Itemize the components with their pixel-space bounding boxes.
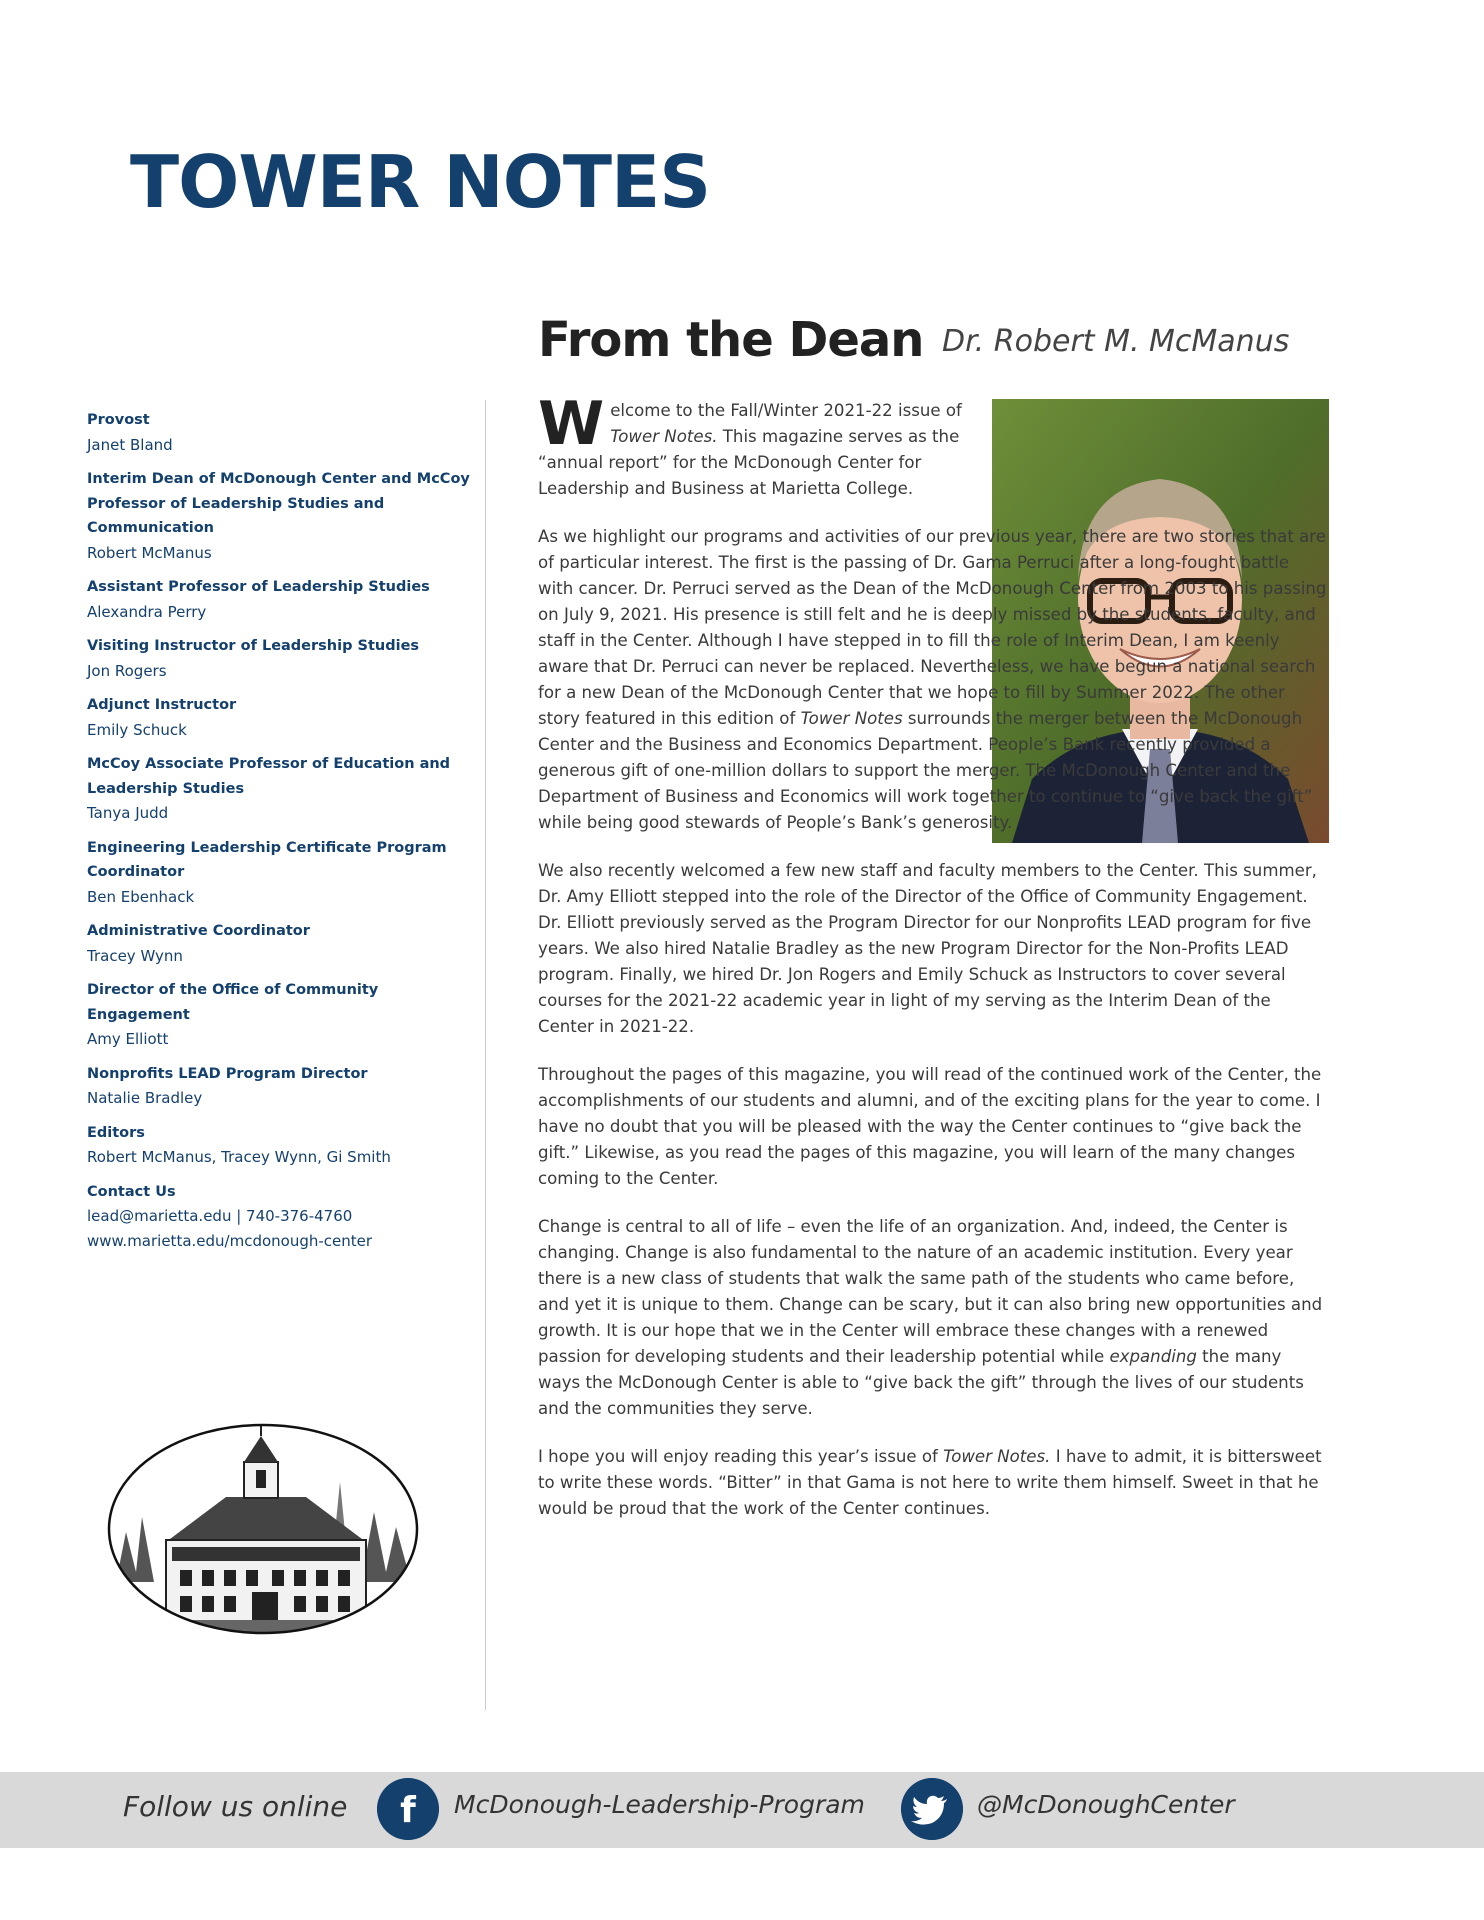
staff-name: Tracey Wynn [87, 946, 183, 965]
author-byline: Dr. Robert M. McManus [942, 324, 1290, 359]
contact-email-phone[interactable]: lead@marietta.edu | 740-376-4760 [87, 1207, 353, 1225]
twitter-handle-link[interactable]: @McDonoughCenter [977, 1790, 1235, 1819]
article-text: I hope you will enjoy reading this year’s issue of [538, 1447, 944, 1466]
staff-role: McCoy Associate Professor of Education and Leadership Studies [87, 756, 451, 797]
contact-heading: Contact Us [87, 1183, 176, 1200]
staff-name: Jon Rogers [87, 661, 167, 680]
staff-role: Engineering Leadership Certificate Program Coordinator [87, 839, 447, 880]
staff-name: Alexandra Perry [87, 602, 207, 621]
staff-entry [87, 634, 477, 683]
article-text: As we highlight our programs and activities of our previous year, there are two stories that are of particular interest. The first is the passing of Dr. Gama Perruci after a long-fought battle with cancer. Dr. Perruci served as the Dean of the McDonough Center from 2003 to his passing on July 9, 2021. His presence is still felt and he is deeply missed by the students, faculty, and staff in the Center. Although I have stepped in to fill the role of Interim Dean, I am keenly aware that Dr. Perruci can never be replaced. Nevertheless, we have begun a national search for a new Dean of the McDonough Center that we hope to fill by Summer 2022. The other story featured in this edition of [538, 527, 1327, 728]
staff-entry [87, 1121, 477, 1170]
social-footer [0, 1772, 1484, 1848]
article-text: surrounds the merger between the McDonough Center and the Business and Economics Department. People’s Bank recently provided a generous gift of one-million dollars to support the merger. The McDonough Center and the Department of Business and Economics will work together to continue to “give back the gift” while being good stewards of People’s Bank’s generosity. [538, 709, 1313, 832]
staff-name: Ben Ebenhack [87, 887, 195, 906]
article-text: This magazine serves as the “annual report” for the McDonough Center for Leadership and Business at Marietta College. [538, 427, 960, 498]
staff-directory [87, 408, 477, 1263]
follow-us-label: Follow us online [123, 1790, 348, 1823]
facebook-letter: f [400, 1790, 416, 1831]
staff-name: Janet Bland [87, 435, 173, 454]
staff-name: Natalie Bradley [87, 1089, 203, 1107]
staff-entry [87, 752, 477, 826]
section-title: From the Dean [538, 312, 924, 368]
staff-role: Visiting Instructor of Leadership Studies [87, 638, 420, 654]
dean-letter [538, 389, 1328, 1544]
staff-name: Robert McManus, Tracey Wynn, Gi Smith [87, 1148, 391, 1166]
emphasis-text: expanding [1109, 1347, 1197, 1366]
contact-website-link[interactable]: www.marietta.edu/mcdonough-center [87, 1231, 373, 1250]
facebook-icon[interactable] [377, 1778, 439, 1840]
staff-entry [87, 693, 477, 742]
article-text: elcome to the Fall/Winter 2021-22 issue of [610, 401, 962, 420]
staff-entry [87, 919, 477, 968]
staff-entry [87, 575, 477, 624]
twitter-icon[interactable] [901, 1778, 963, 1840]
staff-name: Amy Elliott [87, 1030, 169, 1048]
article-paragraph: We also recently welcomed a few new staff and faculty members to the Center. This summer, Dr. Amy Elliott stepped into the role of the Director of the Office of Community Engagement. Dr. Elliott previously served as the Program Director for our Nonprofits LEAD program for five years. We also hired Natalie Bradley as the new Program Director for the Non-Profits LEAD program. Finally, we hired Dr. Jon Rogers and Emily Schuck as Instructors to cover several courses for the 2021-22 academic year in light of my serving as the Interim Dean of the Center in 2021-22. [538, 861, 1317, 1036]
article-text: I have to admit, it is bittersweet to write these words. “Bitter” in that Gama is not here to write them himself. Sweet in that he would be proud that the work of the Center continues. [538, 1447, 1322, 1518]
staff-role: Provost [87, 412, 150, 428]
staff-name: Emily Schuck [87, 720, 187, 739]
article-text: the many ways the McDonough Center is able to “give back the gift” through the lives of our students and the communities they serve. [538, 1347, 1304, 1418]
drop-cap: W [538, 389, 605, 459]
publication-name: Tower Notes. [943, 1447, 1051, 1466]
article-paragraph: Throughout the pages of this magazine, you will read of the continued work of the Center, the accomplishments of our students and alumni, and of the exciting plans for the year to come. I have no doubt that you will be pleased with the way the Center continues to “give back the gift.” Likewise, as you read the pages of this magazine, you will learn of the many changes coming to the Center. [538, 1065, 1322, 1188]
staff-entry [87, 467, 477, 565]
column-divider [485, 400, 486, 1710]
staff-entry [87, 836, 477, 910]
staff-name: Tanya Judd [87, 804, 169, 822]
article-paragraph [538, 524, 1328, 836]
staff-name: Robert McManus [87, 543, 212, 562]
staff-entry [87, 978, 477, 1052]
erwin-hall-engraving [106, 1422, 420, 1636]
facebook-page-link[interactable]: McDonough-Leadership-Program [454, 1790, 865, 1819]
staff-role: Adjunct Instructor [87, 697, 237, 713]
article-text: Change is central to all of life – even the life of an organization. And, indeed, the Center is changing. Change is also fundamental to the nature of an academic institution. Every year there is a new class of students that walk the same path of the students who came before, and yet it is unique to them. Change can be scary, but it can also bring new opportunities and growth. It is our hope that we in the Center will embrace these changes with a renewed passion for developing students and their leadership potential while [538, 1217, 1323, 1366]
staff-role: Nonprofits LEAD Program Director [87, 1065, 368, 1082]
staff-entry [87, 408, 477, 457]
article-paragraph [538, 1214, 1328, 1422]
publication-name: Tower Notes [800, 709, 903, 728]
staff-role: Assistant Professor of Leadership Studies [87, 579, 430, 595]
staff-role: Editors [87, 1124, 145, 1141]
staff-entry [87, 1062, 477, 1111]
contact-block [87, 1180, 477, 1254]
masthead-title: TOWER NOTES [130, 140, 711, 224]
publication-name: Tower Notes. [610, 427, 718, 446]
staff-role: Interim Dean of McDonough Center and McCoy Professor of Leadership Studies and Communication [87, 471, 470, 536]
article-paragraph [538, 389, 988, 502]
staff-role: Administrative Coordinator [87, 923, 310, 939]
article-paragraph [538, 1444, 1328, 1522]
staff-role: Director of the Office of Community Engagement [87, 982, 379, 1023]
